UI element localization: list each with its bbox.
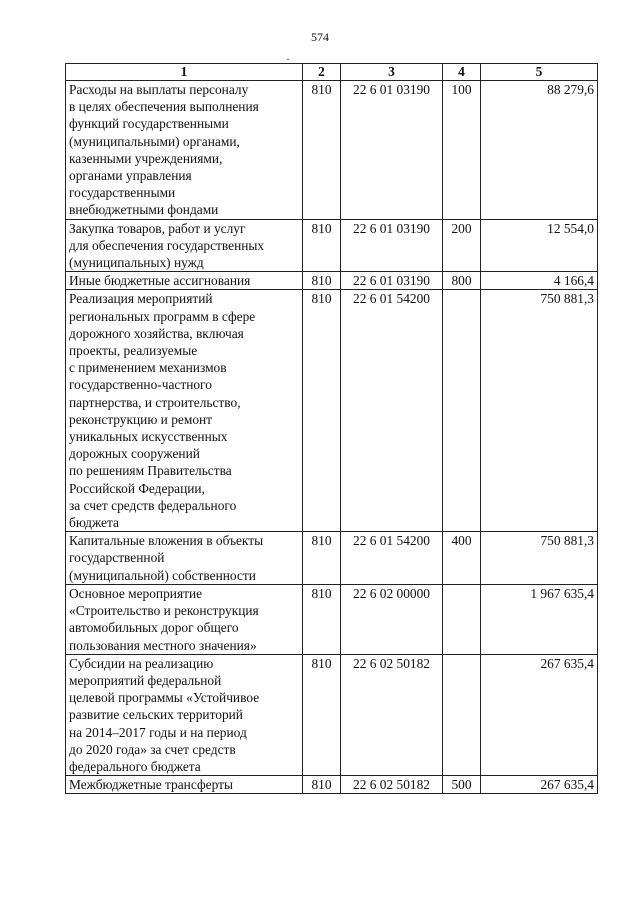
row-grbs: 810 — [303, 584, 341, 654]
row-csr: 22 6 01 03190 — [341, 272, 443, 290]
row-grbs: 810 — [303, 776, 341, 794]
row-grbs: 810 — [303, 219, 341, 272]
table-row — [66, 654, 598, 775]
table-row — [66, 776, 598, 794]
row-name: Капитальные вложения в объекты государственной (муниципальной) собственности — [66, 532, 303, 585]
row-amount: 12 554,0 — [481, 219, 598, 272]
row-vr: 400 — [443, 532, 481, 585]
row-vr: 500 — [443, 776, 481, 794]
column-header-grbs: 2 — [303, 64, 341, 81]
column-header-amount: 5 — [481, 64, 598, 81]
row-amount: 88 279,6 — [481, 81, 598, 220]
row-name: Реализация мероприятий региональных программ в сфере дорожного хозяйства, включая проекты, реализуемые с применением механизмов государственно-частного партнерства, и строительство, реконструкцию и ремонт уникальных искусственных дорожных сооружений по решениям Правительства Российской Федерации, за счет средств федерального бюджета — [66, 290, 303, 532]
row-csr: 22 6 02 50182 — [341, 776, 443, 794]
row-vr — [443, 584, 481, 654]
row-amount: 267 635,4 — [481, 654, 598, 775]
row-csr: 22 6 01 03190 — [341, 219, 443, 272]
row-amount: 4 166,4 — [481, 272, 598, 290]
table-row — [66, 219, 598, 272]
row-vr: 800 — [443, 272, 481, 290]
row-grbs: 810 — [303, 532, 341, 585]
row-name: Основное мероприятие «Строительство и реконструкция автомобильных дорог общего пользования местного значения» — [66, 584, 303, 654]
column-header-name: 1 — [66, 64, 303, 81]
row-vr — [443, 654, 481, 775]
row-csr: 22 6 01 54200 — [341, 290, 443, 532]
table-header-row — [66, 64, 598, 81]
row-vr: 100 — [443, 81, 481, 220]
row-amount: 267 635,4 — [481, 776, 598, 794]
table-row — [66, 584, 598, 654]
row-name: Закупка товаров, работ и услуг для обеспечения государственных (муниципальных) нужд — [66, 219, 303, 272]
row-name: Межбюджетные трансферты — [66, 776, 303, 794]
row-grbs: 810 — [303, 272, 341, 290]
row-grbs: 810 — [303, 290, 341, 532]
row-grbs: 810 — [303, 81, 341, 220]
table-row — [66, 272, 598, 290]
row-grbs: 810 — [303, 654, 341, 775]
table-row — [66, 532, 598, 585]
column-header-vr: 4 — [443, 64, 481, 81]
table-row — [66, 290, 598, 532]
page-mark: · — [286, 52, 290, 66]
budget-table — [65, 63, 598, 794]
row-csr: 22 6 02 50182 — [341, 654, 443, 775]
row-name: Субсидии на реализацию мероприятий федеральной целевой программы «Устойчивое развитие сельских территорий на 2014–2017 годы и на период до 2020 года» за счет средств федерального бюджета — [66, 654, 303, 775]
row-vr — [443, 290, 481, 532]
column-header-csr: 3 — [341, 64, 443, 81]
row-csr: 22 6 01 54200 — [341, 532, 443, 585]
row-vr: 200 — [443, 219, 481, 272]
row-csr: 22 6 01 03190 — [341, 81, 443, 220]
page-number: 574 — [311, 30, 329, 44]
row-amount: 750 881,3 — [481, 532, 598, 585]
row-name: Расходы на выплаты персоналу в целях обеспечения выполнения функций государственными (муниципальными) органами, казенными учреждениями, органами управления государственными внебюджетными фондами — [66, 81, 303, 220]
row-amount: 750 881,3 — [481, 290, 598, 532]
row-csr: 22 6 02 00000 — [341, 584, 443, 654]
row-amount: 1 967 635,4 — [481, 584, 598, 654]
table-row — [66, 81, 598, 220]
row-name: Иные бюджетные ассигнования — [66, 272, 303, 290]
